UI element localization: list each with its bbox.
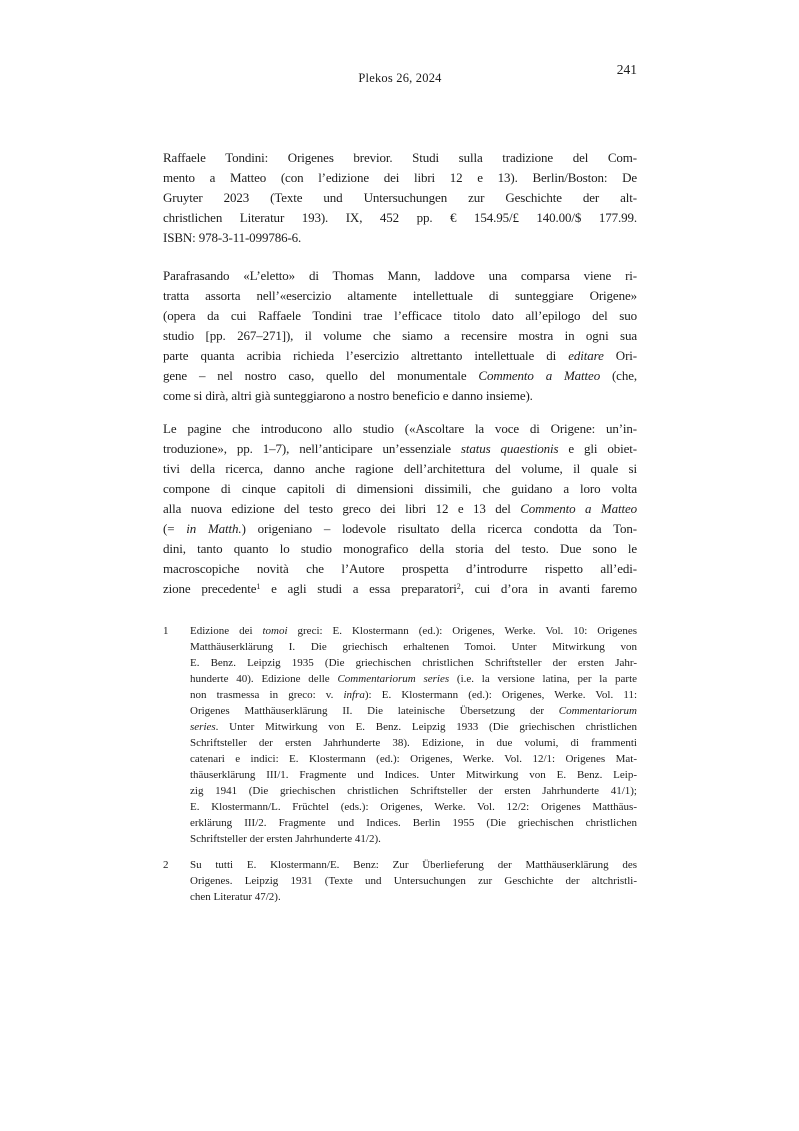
text-line [163,148,637,168]
text-line [190,767,637,783]
footnote-text [190,623,637,847]
text-line [190,639,637,655]
text-run: Commentariorum [558,705,637,717]
text-line [190,735,637,751]
text-line [163,459,637,479]
text-run: ) origeniano – lodevole risultato della ricerca condotta da Ton- [241,521,638,536]
text-line [163,326,637,346]
text-line [163,439,637,459]
text-line [190,783,637,799]
text-run: greci: E. Klostermann (ed.): Origenes, Werke. Vol. 10: Origenes [287,625,637,637]
text-line [190,623,637,639]
text-run: (i.e. la versione latina, per la parte [449,673,638,685]
text-run: ): E. Klostermann (ed.): Origenes, Werke. Vol. 11: [364,689,637,701]
text-line [190,671,637,687]
text-run: Le pagine che introducono allo studio («Ascoltare la voce di Origene: un’in- [163,421,637,436]
text-run: come si dirà, altri già sunteggiarono a nostro beneficio e danno insieme). [163,388,533,403]
text-run: E. Benz. Leipzig 1935 (Die griechischen christlichen Schriftsteller der ersten Jahr- [190,657,637,669]
text-line [190,719,637,735]
text-run: ISBN: 978-3-11-099786-6. [163,230,302,245]
text-run: Schriftsteller der ersten Jahrhunderte 38). Edizione, in due volumi, di frammenti [190,737,637,749]
text-run: zig 1941 (Die griechischen christlichen Schriftsteller der ersten Jahrhunderte 41/1); [190,785,637,797]
text-run: erklärung III/2. Fragmente und Indices. Berlin 1955 (Die griechischen christlichen [190,817,637,829]
paragraph-2 [163,419,637,599]
footnote-1 [163,623,637,847]
text-line [163,539,637,559]
text-run: Edizione dei [190,625,263,637]
text-line [190,857,637,873]
text-line [190,751,637,767]
page-content [163,148,637,905]
text-line [190,815,637,831]
text-run: non trasmessa in greco: v. [190,689,344,701]
text-run: editare [568,348,604,363]
text-run: Origenes Matthäuserklärung II. Die lateinische Übersetzung der [190,705,559,717]
text-run: tratta assorta nell’«esercizio altamente intellettuale di sunteggiare Origene» [163,288,637,303]
text-run: chen Literatur 47/2). [190,891,281,903]
text-run: Raffaele Tondini: Origenes brevior. Studi sulla tradizione del Com- [163,150,637,165]
text-run: Matthäuserklärung I. Die griechisch erhaltenen Tomoi. Unter Mitwirkung von [190,641,637,653]
text-run: tomoi [262,625,288,637]
text-run: Ori- [603,348,637,363]
text-line [163,306,637,326]
text-line [163,386,637,406]
text-run: (= [163,521,187,536]
text-run: compone di cinque capitoli di dimensioni dissimili, che guidano a loro volta [163,481,637,496]
footnote-2 [163,857,637,905]
text-run: status quaestionis [460,441,559,456]
footnote-number: 2 [163,859,169,871]
text-run: (opera da cui Raffaele Tondini trae l’efficace titolo dato all’epilogo del suo [163,308,637,323]
text-run: , cui d’ora in avanti faremo [460,581,638,596]
text-run: Commento a Matteo [478,368,601,383]
text-run: alla nuova edizione del testo greco dei libri 12 e 13 del [163,501,521,516]
text-line [190,873,637,889]
footnote-text [190,857,637,905]
text-run: series [190,721,216,733]
text-line [163,579,637,599]
page-number: 241 [616,62,637,77]
text-run: infra [343,689,365,701]
text-line [163,266,637,286]
text-run: zione precedente [163,581,257,596]
footnote-marker: 2 [456,582,461,592]
text-line [163,366,637,386]
footnotes-section [163,623,637,905]
text-line [163,228,637,248]
text-line [190,703,637,719]
text-run: hunderte 40). Edizione delle [190,673,338,685]
text-run: in Matth. [186,521,242,536]
paragraph-1 [163,266,637,406]
text-line [163,559,637,579]
text-run: studio [pp. 267–271]), il volume che siamo a recensire mostra in ogni sua [163,328,637,343]
running-header: Plekos 26, 2024 [358,71,442,85]
text-run: parte quanta acribia richieda l’esercizio altrettanto intellettuale di [163,348,569,363]
text-run: macroscopiche novità che l’Autore prospetta d’introdurre rispetto all’edi- [163,561,637,576]
text-run: christlichen Literatur 193). IX, 452 pp. € 154.95/£ 140.00/$ 177.99. [163,210,637,225]
text-line [163,188,637,208]
text-run: . Unter Mitwirkung von E. Benz. Leipzig 1933 (Die griechischen christlichen [215,721,637,733]
text-line [163,286,637,306]
text-run: Commento a Matteo [520,501,637,516]
text-line [190,831,637,847]
footnote-number: 1 [163,625,169,637]
text-run: e gli obiet- [558,441,638,456]
text-line [190,889,637,905]
text-line [163,519,637,539]
text-run: catenari e indici: E. Klostermann (ed.): Origenes, Werke. Vol. 12/1: Origenes Mat- [190,753,637,765]
text-line [163,479,637,499]
text-run: tivi della ricerca, danno anche ragione dell’architettura del volume, il quale si [163,461,637,476]
text-run: E. Klostermann/L. Früchtel (eds.): Origenes, Werke. Vol. 12/2: Origenes Matthäus- [190,801,637,813]
footnote-marker: 1 [256,582,261,592]
text-line [190,655,637,671]
text-run: thäuserklärung III/1. Fragmente und Indices. Unter Mitwirkung von E. Benz. Leip- [190,769,637,781]
text-run: e agli studi a essa preparatori [260,581,457,596]
text-line [163,208,637,228]
text-run: Commentariorum series [337,673,450,685]
text-run: gene – nel nostro caso, quello del monumentale [163,368,479,383]
text-line [163,419,637,439]
text-line [163,346,637,366]
text-run: Gruyter 2023 (Texte und Untersuchungen zur Geschichte der alt- [163,190,637,205]
text-run: Su tutti E. Klostermann/E. Benz: Zur Überlieferung der Matthäuserklärung des [190,859,637,871]
text-line [190,799,637,815]
text-run: Parafrasando «L’eletto» di Thomas Mann, laddove una comparsa viene ri- [163,268,637,283]
text-line [190,687,637,703]
text-run: mento a Matteo (con l’edizione dei libri 12 e 13). Berlin/Boston: De [163,170,637,185]
text-line [163,168,637,188]
text-run: dini, tanto quanto lo studio monografico della storia del testo. Due sono le [163,541,637,556]
text-run: troduzione», pp. 1–7), nell’anticipare un’essenziale [163,441,461,456]
text-run: Origenes. Leipzig 1931 (Texte und Untersuchungen zur Geschichte der altchristli- [190,875,637,887]
text-run: (che, [600,368,637,383]
review-heading [163,148,637,248]
text-run: Schriftsteller der ersten Jahrhunderte 41/2). [190,833,381,845]
text-line [163,499,637,519]
